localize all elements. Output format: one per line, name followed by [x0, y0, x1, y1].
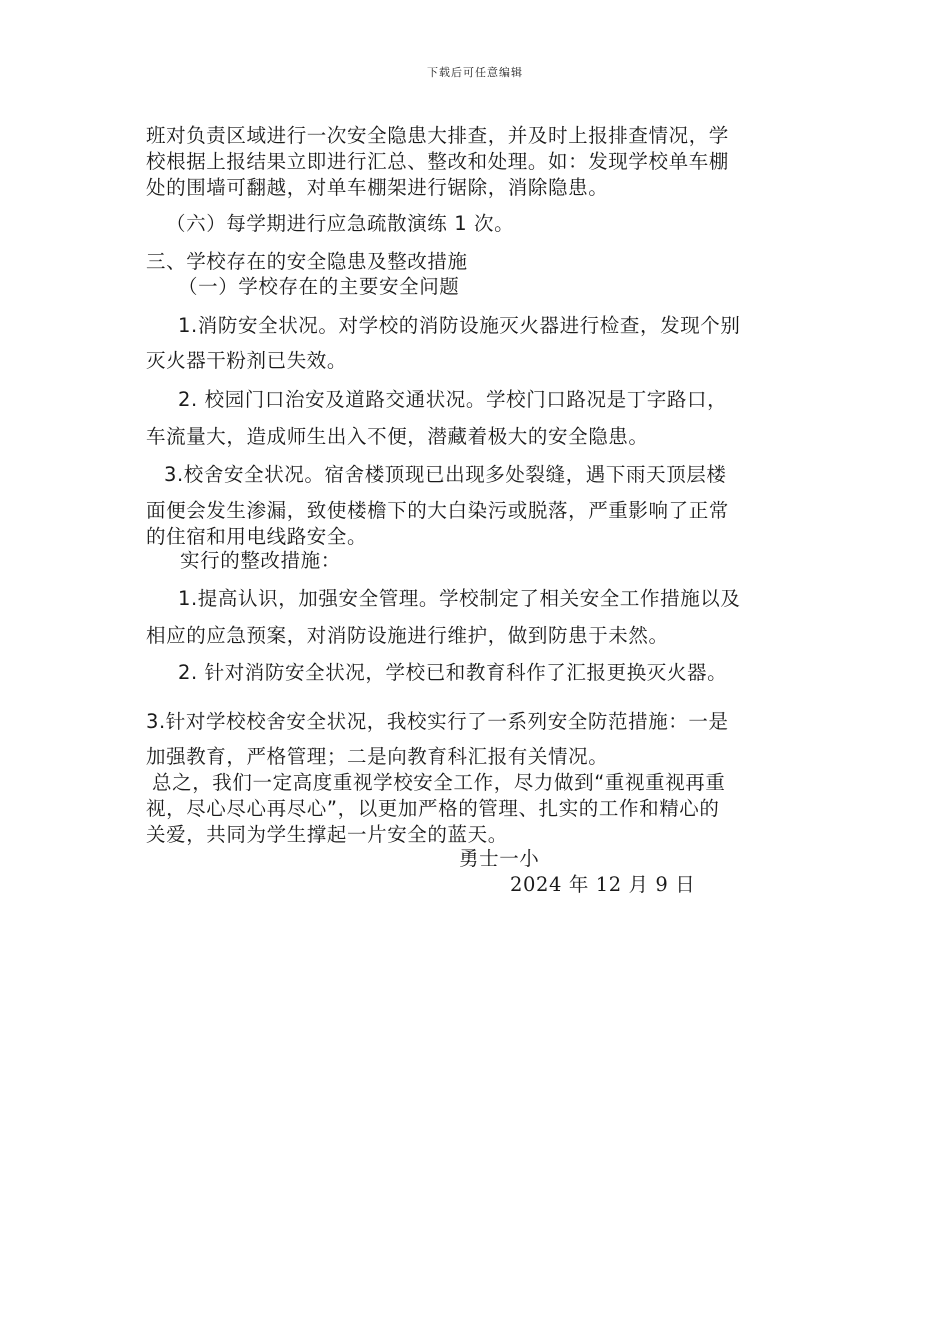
paragraph-line: 1.消防安全状况。对学校的消防设施灭火器进行检查，发现个别 — [178, 314, 741, 337]
paragraph-line: 2. 校园门口治安及道路交通状况。学校门口路况是丁字路口， — [178, 388, 728, 411]
paragraph-line: 灭火器干粉剂已失效。 — [146, 349, 348, 372]
paragraph-line: 车流量大，造成师生出入不便，潜藏着极大的安全隐患。 — [146, 425, 649, 448]
paragraph-line: 相应的应急预案，对消防设施进行维护，做到防患于未然。 — [146, 624, 669, 647]
signature-org: 勇士一小 — [459, 847, 540, 870]
paragraph-line: 视，尽心尽心再尽心”，以更加严格的管理、扎实的工作和精心的 — [146, 797, 720, 820]
paragraph-line: 班对负责区域进行一次安全隐患大排查，并及时上报排查情况，学 — [146, 124, 729, 147]
subsection-heading: 实行的整改措施： — [180, 549, 341, 572]
section-heading: 三、学校存在的安全隐患及整改措施 — [146, 250, 468, 273]
paragraph-line: 的住宿和用电线路安全。 — [146, 525, 368, 548]
paragraph-line: 3.校舍安全状况。宿舍楼顶现已出现多处裂缝，遇下雨天顶层楼 — [164, 463, 727, 486]
paragraph-line: 1.提高认识，加强安全管理。学校制定了相关安全工作措施以及 — [178, 587, 741, 610]
list-item: （六）每学期进行应急疏散演练 1 次。 — [166, 212, 515, 235]
paragraph-line: 关爱，共同为学生撑起一片安全的蓝天。 — [146, 823, 508, 846]
paragraph-line: 2. 针对消防安全状况，学校已和教育科作了汇报更换灭火器。 — [178, 661, 728, 684]
paragraph-line: 面便会发生渗漏，致使楼檐下的大白染污或脱落，严重影响了正常 — [146, 499, 729, 522]
paragraph-line: 3.针对学校校舍安全状况，我校实行了一系列安全防范措施：一是 — [146, 710, 729, 733]
paragraph-line: 总之，我们一定高度重视学校安全工作，尽力做到“重视重视再重 — [152, 771, 726, 794]
page-header-note: 下载后可任意编辑 — [427, 66, 523, 79]
paragraph-line: 加强教育，严格管理；二是向教育科汇报有关情况。 — [146, 745, 609, 768]
signature-date: 2024 年 12 月 9 日 — [510, 873, 696, 896]
paragraph-line: 处的围墙可翻越，对单车棚架进行锯除，消除隐患。 — [146, 176, 609, 199]
subsection-heading: （一）学校存在的主要安全问题 — [178, 275, 460, 298]
paragraph-line: 校根据上报结果立即进行汇总、整改和处理。如：发现学校单车棚 — [146, 150, 729, 173]
